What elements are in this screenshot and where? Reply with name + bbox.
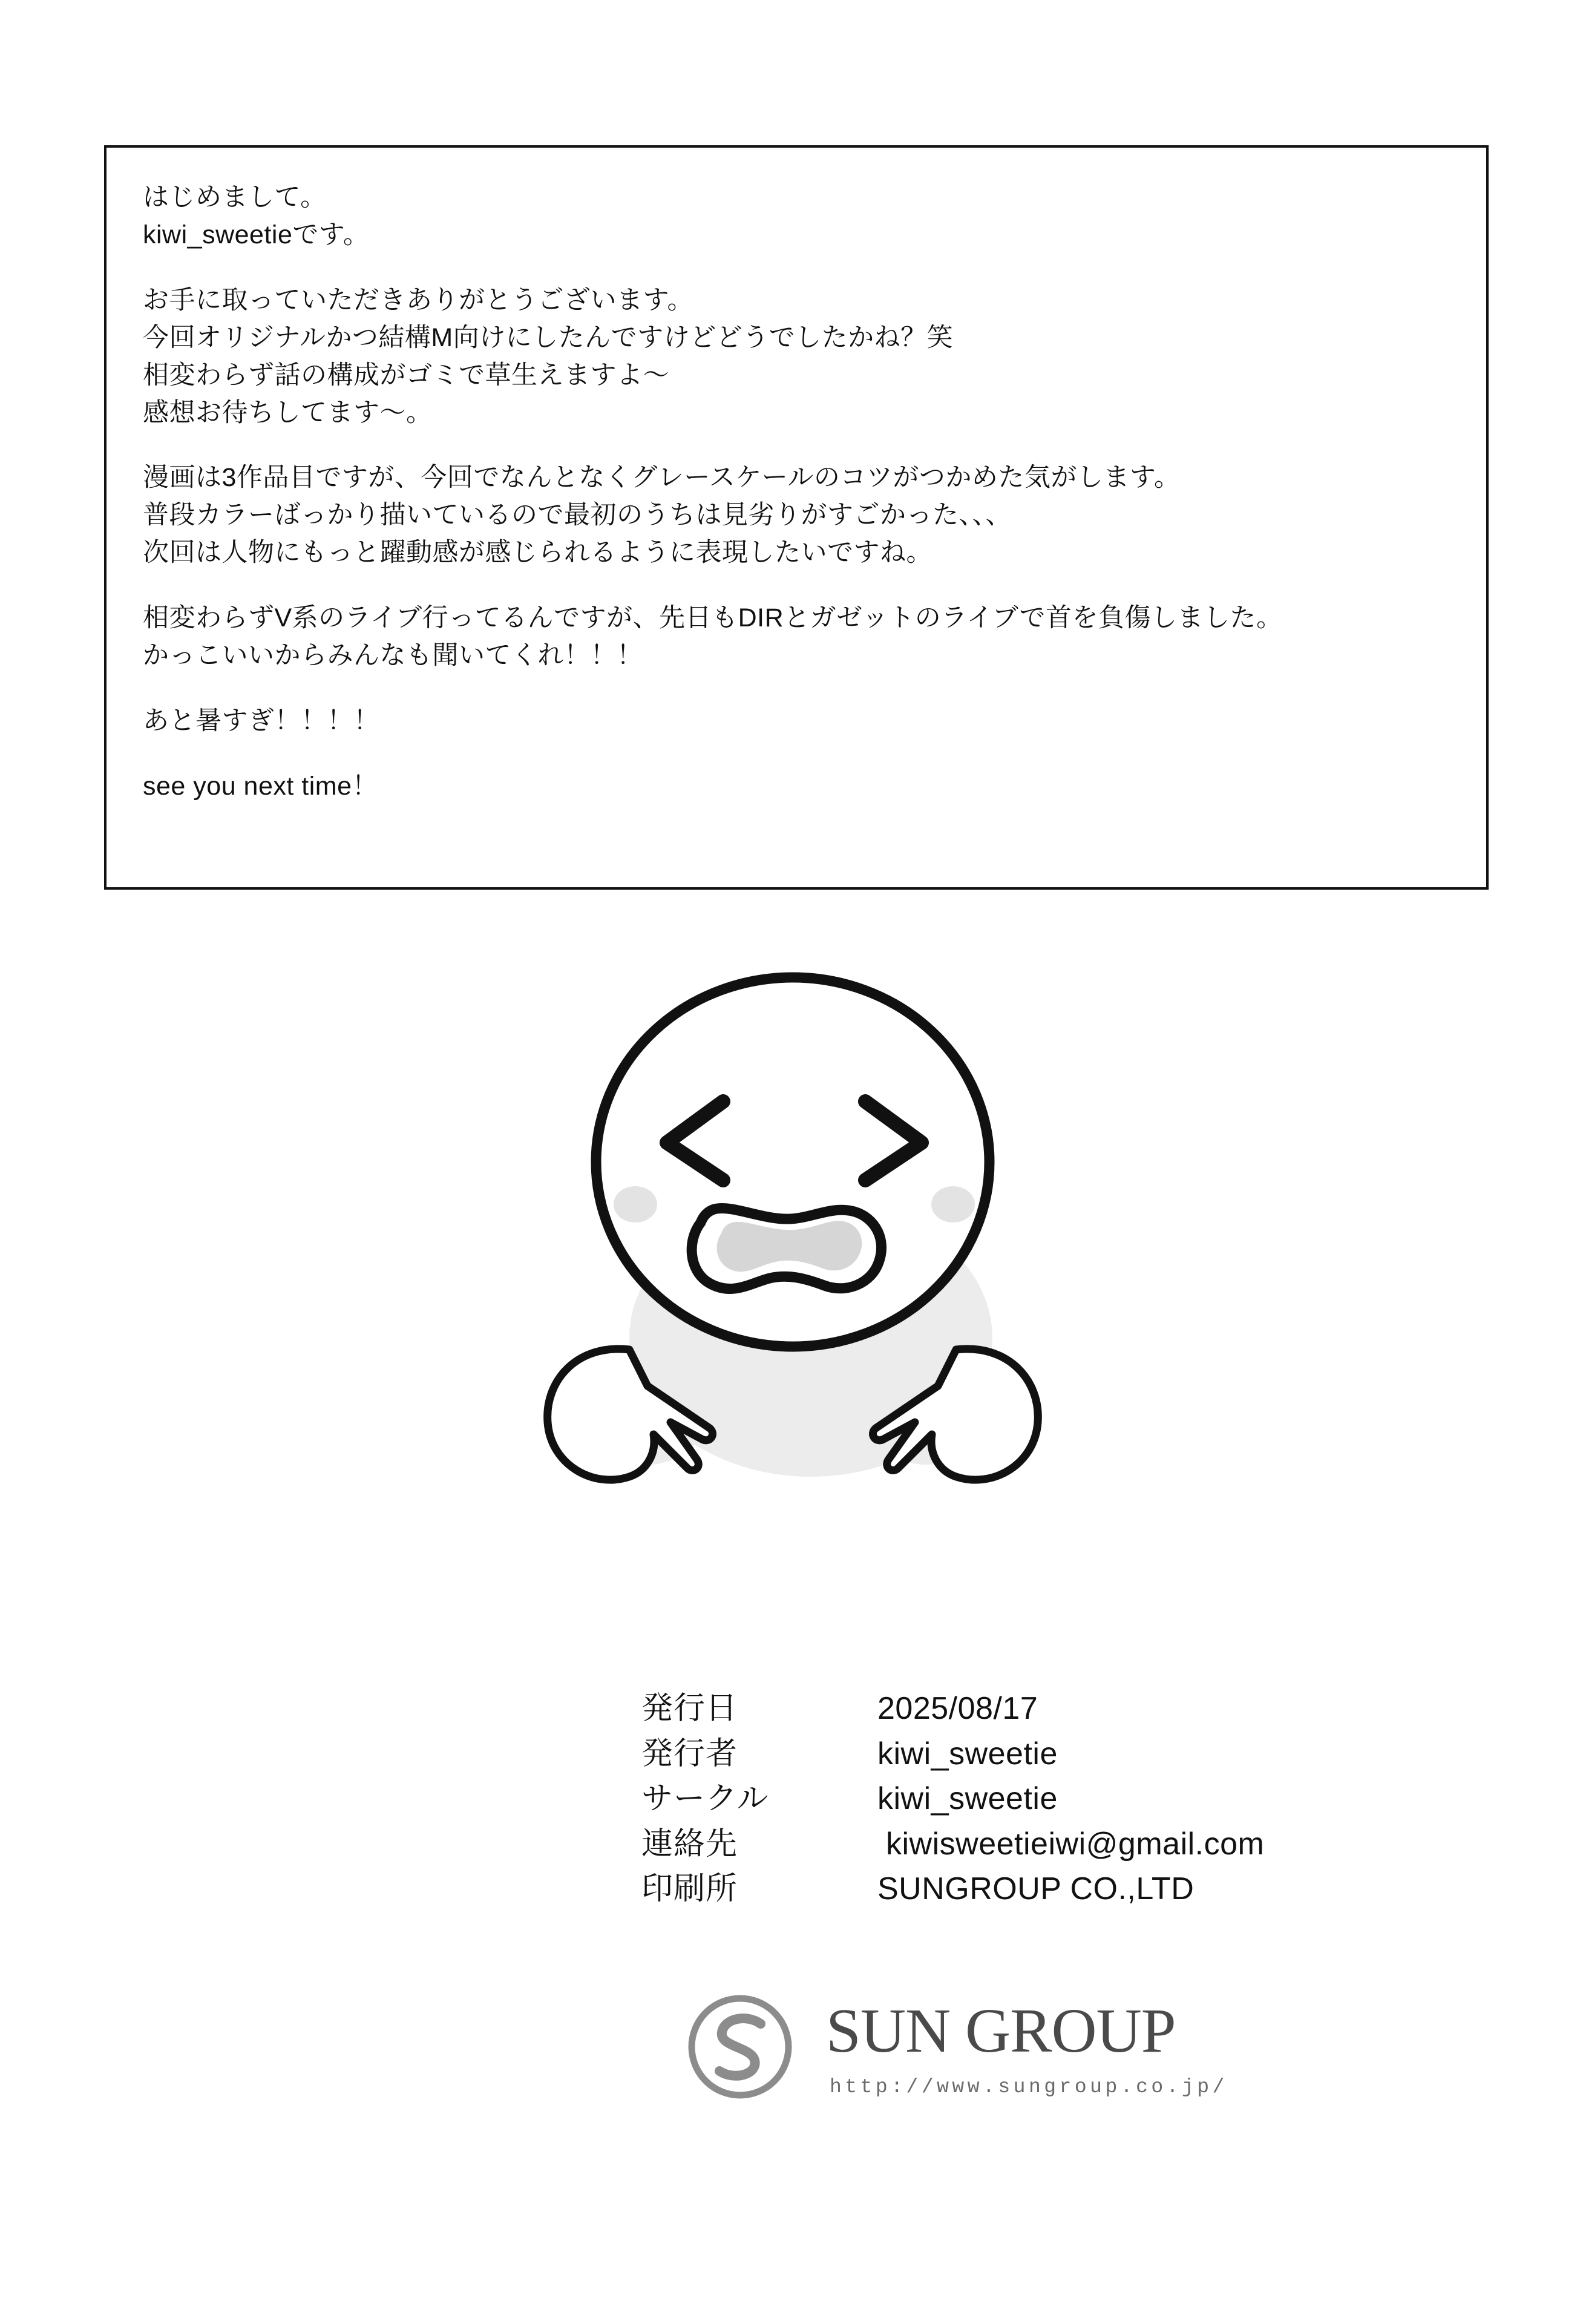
colophon-label-publisher: 発行者	[641, 1736, 738, 1771]
colophon-row	[641, 1779, 1501, 1819]
colophon-value-printer: SUNGROUP CO.,LTD	[877, 1871, 1195, 1907]
colophon-row	[641, 1869, 1501, 1909]
afterword-line: あと暑すぎ！！！！	[143, 706, 380, 735]
colophon-value-circle: kiwi_sweetie	[877, 1781, 1058, 1817]
afterword-paragraph	[143, 459, 1450, 572]
afterword-paragraph	[143, 282, 1450, 432]
afterword-paragraph	[143, 768, 1450, 806]
afterword-line: 次回は人物にもっと躍動感が感じられるように表現したいですね。	[143, 538, 932, 568]
colophon-row	[641, 1689, 1501, 1729]
afterword-box	[104, 145, 1489, 890]
colophon-row	[641, 1824, 1501, 1865]
crying-blob-mascot	[448, 920, 1138, 1574]
sungroup-mark-icon	[675, 1991, 814, 2112]
afterword-text-block	[107, 148, 1486, 837]
colophon-row	[641, 1734, 1501, 1774]
colophon-label-publication-date: 発行日	[641, 1691, 738, 1726]
afterword-line: kiwi_sweetieです。	[143, 220, 370, 249]
afterword-line: 感想お待ちしてます〜。	[143, 398, 433, 427]
sungroup-wordmark: SUN GROUP	[826, 1996, 1176, 2066]
afterword-line: 普段カラーばっかり描いているので最初のうちは見劣りがすごかった、、、	[143, 501, 1012, 530]
afterword-line: 相変わらずV系のライブ行ってるんですが、先日もDIRとガゼットのライブで首を負傷しました。	[143, 603, 1283, 633]
afterword-line: see you next time！	[143, 771, 379, 801]
afterword-line: 相変わらず話の構成がゴミで草生えますよ〜	[143, 360, 669, 390]
colophon-label-contact: 連絡先	[641, 1826, 738, 1862]
afterword-paragraph	[143, 600, 1450, 675]
colophon-value-contact-email: kiwisweetieiwi@gmail.com	[886, 1826, 1265, 1862]
afterword-line: お手に取っていただきありがとうございます。	[143, 285, 694, 315]
colophon-value-publication-date: 2025/08/17	[877, 1691, 1038, 1726]
colophon-value-publisher: kiwi_sweetie	[877, 1736, 1058, 1771]
afterword-line: はじめまして。	[143, 183, 327, 212]
colophon-label-printer: 印刷所	[641, 1871, 738, 1907]
afterword-line: 漫画は3作品目ですが、今回でなんとなくグレースケールのコツがつかめた気がします。	[143, 463, 1181, 493]
afterword-paragraph	[143, 179, 1450, 254]
colophon-label-circle: サークル	[641, 1781, 769, 1817]
sungroup-logo	[675, 1991, 1395, 2124]
afterword-paragraph	[143, 703, 1450, 740]
sungroup-url: http://www.sungroup.co.jp/	[830, 2076, 1228, 2098]
colophon	[641, 1689, 1501, 1914]
afterword-line: かっこいいからみんなも聞いてくれ！！！	[143, 641, 643, 671]
afterword-line: 今回オリジナルかつ結構M向けにしたんですけどどうでしたかね？笑	[143, 323, 954, 352]
